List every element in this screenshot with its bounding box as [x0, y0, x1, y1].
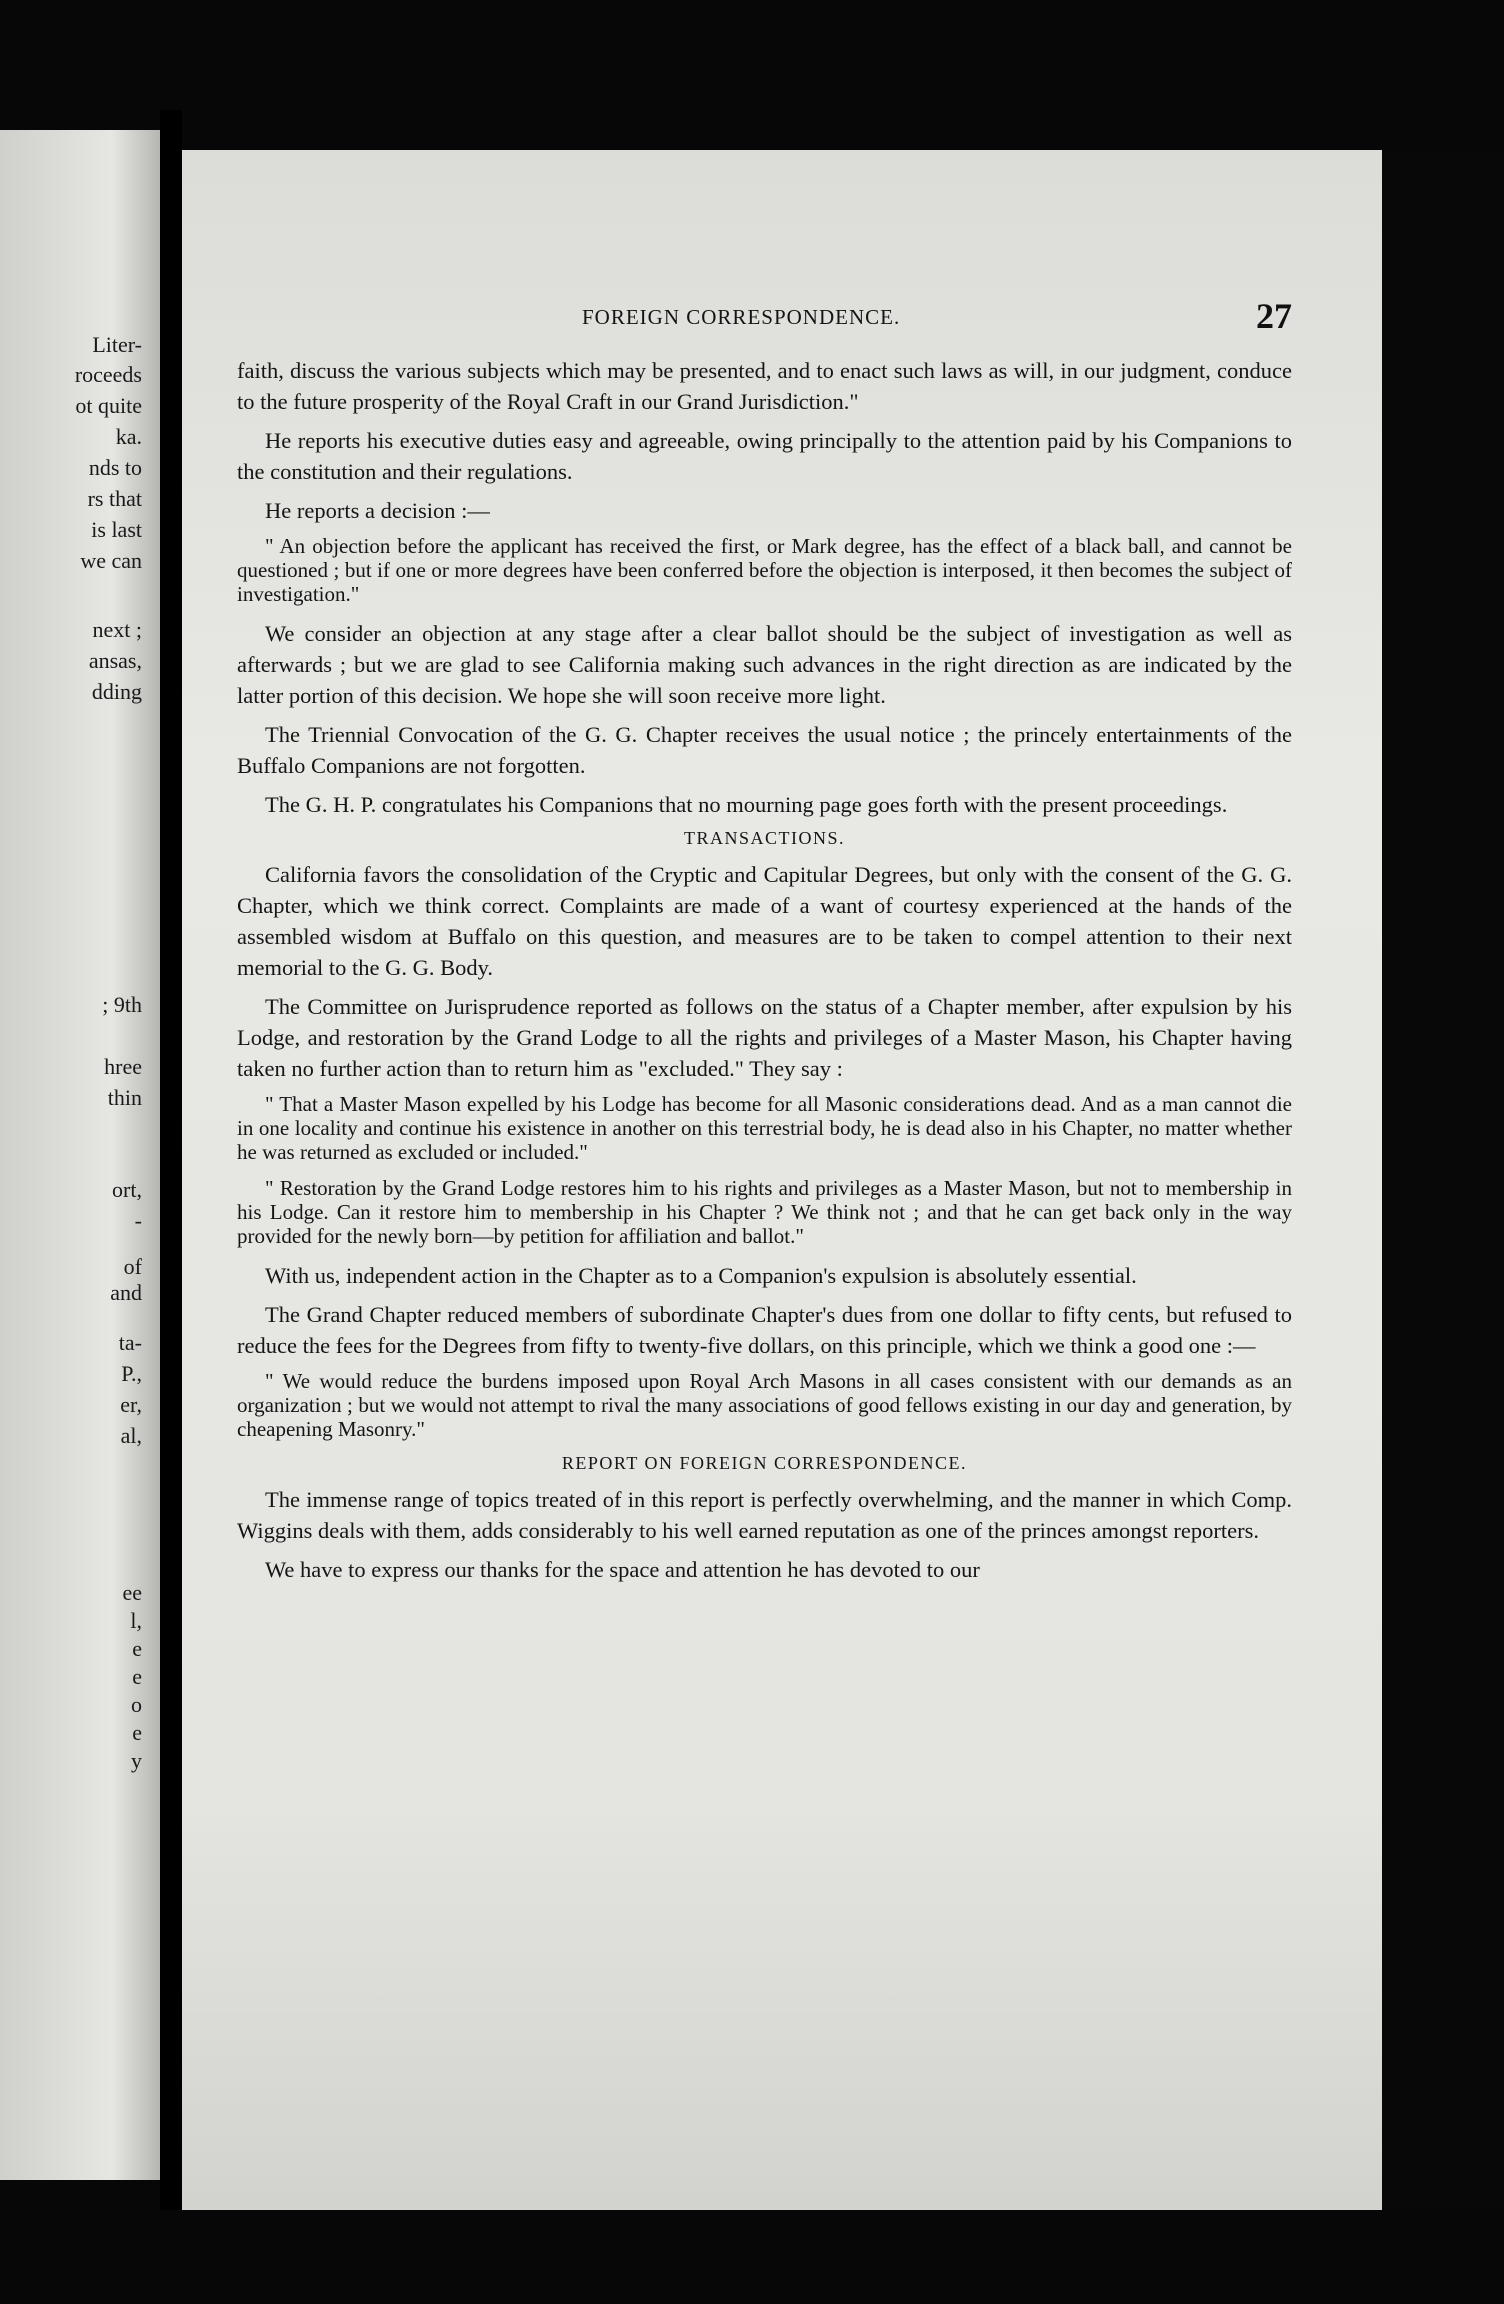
paragraph: The Committee on Jurisprudence reported as follows on the status of a Chapter member, after expulsion by his Lodge, and restoration by the Grand Lodge to all the rights and privileges of a Master Mason, his Chapter having taken no further action than to return him as "excluded." They say : [237, 994, 1292, 1081]
left-fragment: o [131, 1692, 142, 1717]
paragraph: The immense range of topics treated of in this report is perfectly overwhelming, and the manner in which Comp. Wiggins deals with them, adds considerably to his well earned reputation as one of the princes amongst reporters. [237, 1487, 1292, 1543]
page-number: 27 [1256, 296, 1292, 336]
block-quote: " An objection before the applicant has received the first, or Mark degree, has the effect of a black ball, and cannot be questioned ; but if one or more degrees have been conferred before the objection is interposed, it then becomes the subject of investigation." [237, 534, 1292, 606]
left-fragment: dding [91, 679, 142, 704]
left-fragment: P., [121, 1361, 142, 1386]
book-page [182, 150, 1382, 2210]
section-heading: REPORT ON FOREIGN CORRESPONDENCE. [561, 1453, 968, 1473]
paragraph: faith, discuss the various subjects which may be presented, and to enact such laws as will, in our judgment, conduce to the future prosperity of the Royal Craft in our Grand Jurisdiction." [237, 358, 1292, 414]
block-quote: " Restoration by the Grand Lodge restores him to his rights and privileges as a Master Mason, but not to membership in his Lodge. Can it restore him to membership in his Chapter ? We think not ; and that he can get back only in the way provided for the newly born—by petition for affiliation and ballot." [237, 1176, 1292, 1248]
left-fragment: next ; [92, 617, 142, 642]
left-page-fragment [0, 130, 160, 2180]
paragraph: He reports a decision :— [265, 498, 490, 523]
block-quote: " We would reduce the burdens imposed upon Royal Arch Masons in all cases consistent with our demands as an organization ; but we would not attempt to rival the many associations of good fellows existing in our day and generation, by cheapening Masonry." [237, 1369, 1292, 1441]
left-fragment: l, [130, 1608, 142, 1633]
left-fragment: ansas, [88, 648, 142, 673]
paragraph: The Grand Chapter reduced members of subordinate Chapter's dues from one dollar to fifty cents, but refused to reduce the fees for the Degrees from fifty to twenty-five dollars, on this principle, which we think a good one :— [237, 1302, 1292, 1358]
left-fragment: we can [80, 548, 142, 573]
left-fragment: Liter- [92, 332, 142, 357]
left-fragment: is last [91, 517, 142, 542]
left-fragment: e [132, 1720, 142, 1745]
left-fragment: ee [122, 1580, 142, 1605]
page-header [252, 295, 1292, 345]
left-fragment: e [132, 1664, 142, 1689]
left-fragment: ka. [115, 424, 142, 449]
paragraph: California favors the consolidation of the Cryptic and Capitular Degrees, but only with the consent of the G. G. Chapter, which we think correct. Complaints are made of a want of courtesy experienced at the hands of the assembled wisdom at Buffalo on this question, and measures are to be taken to compel attention to their next memorial to the G. G. Body. [237, 862, 1292, 980]
left-fragment: ta- [118, 1330, 142, 1355]
paragraph: With us, independent action in the Chapter as to a Companion's expulsion is absolutely essential. [265, 1263, 1137, 1288]
section-heading: TRANSACTIONS. [683, 828, 845, 848]
left-fragment: ort, [112, 1177, 142, 1202]
block-quote: " That a Master Mason expelled by his Lodge has become for all Masonic considerations dead. And as a man cannot die in one locality and continue his existence in another on this terrestrial body, he is dead also in his Chapter, no matter whether he was returned as excluded or included." [237, 1092, 1292, 1164]
left-fragment: ot quite [75, 393, 142, 418]
left-fragment: er, [120, 1392, 142, 1417]
left-fragment: of [123, 1254, 142, 1279]
left-fragment: rs that [87, 486, 142, 511]
left-fragment: and [110, 1280, 142, 1305]
paragraph: We consider an objection at any stage after a clear ballot should be the subject of investigation as well as afterwards ; but we are glad to see California making such advances in the right direction as are indicated by the latter portion of this decision. We hope she will soon receive more light. [237, 621, 1292, 708]
left-fragment: thin [107, 1085, 142, 1110]
left-fragment: ; 9th [102, 992, 142, 1017]
paragraph: We have to express our thanks for the space and attention he has devoted to our [265, 1557, 980, 1582]
running-head: FOREIGN CORRESPONDENCE. [582, 305, 901, 329]
page-gutter [160, 110, 182, 2210]
body-text [237, 355, 1292, 1593]
left-fragment: e [132, 1636, 142, 1661]
left-fragment: roceeds [74, 362, 142, 387]
left-fragment: al, [120, 1423, 142, 1448]
left-fragment: - [134, 1208, 142, 1233]
right-border [1382, 150, 1504, 2210]
paragraph: The G. H. P. congratulates his Companions that no mourning page goes forth with the present proceedings. [265, 792, 1228, 817]
left-fragment: hree [104, 1054, 142, 1079]
paragraph: The Triennial Convocation of the G. G. Chapter receives the usual notice ; the princely entertainments of the Buffalo Companions are not forgotten. [237, 722, 1292, 778]
left-fragment: nds to [88, 455, 142, 480]
left-fragment: y [131, 1748, 142, 1773]
paragraph: He reports his executive duties easy and agreeable, owing principally to the attention paid by his Companions to the constitution and their regulations. [237, 428, 1292, 484]
